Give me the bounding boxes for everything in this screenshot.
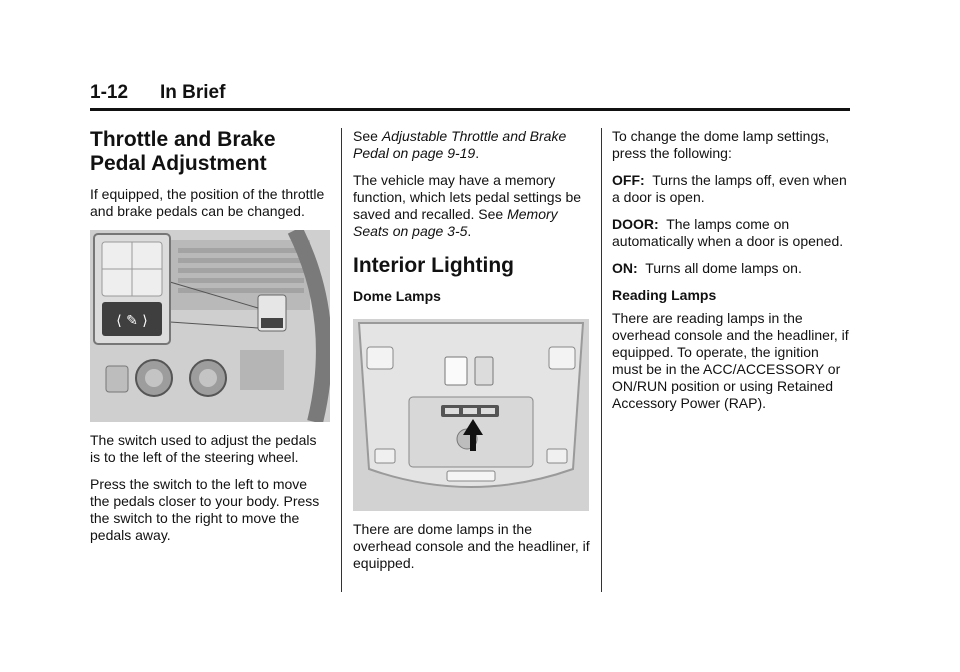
column-2 — [353, 128, 593, 582]
cross-reference-link[interactable]: Adjustable Throttle and Brake Pedal on page 9-19 — [353, 128, 567, 161]
column-divider — [341, 128, 342, 592]
on-setting: ON: Turns all dome lamps on. — [612, 260, 802, 276]
reading-lamps-subheading: Reading Lamps — [612, 287, 717, 303]
pedal-intro: If equipped, the position of the throttle and brake pedals can be changed. — [90, 186, 325, 219]
see-reference-paragraph: See Adjustable Throttle and Brake Pedal on page 9-19. — [353, 128, 567, 161]
cross-reference-link[interactable]: Memory Seats on page 3-5 — [353, 206, 558, 239]
door-label: DOOR: — [612, 216, 659, 232]
page-number: 1-12 — [90, 82, 129, 103]
pedal-switch-photo — [90, 230, 330, 422]
page-header — [90, 80, 850, 110]
svg-text:⟨ ✎ ⟩: ⟨ ✎ ⟩ — [116, 313, 148, 329]
column-1 — [90, 128, 330, 554]
dome-lamp-console-photo — [353, 319, 589, 511]
pedal-switch-location: The switch used to adjust the pedals is to the left of the steering wheel. — [90, 432, 317, 465]
on-label: ON: — [612, 260, 638, 276]
dome-lamps-subheading: Dome Lamps — [353, 288, 441, 304]
reading-lamps-description: There are reading lamps in the overhead console and the headliner, if equipped. To operate, the ignition must be in the ACC/ACCESSORY or ON/RUN position or using Retained Accessory Power (RAP). — [612, 310, 849, 411]
header-rule — [90, 108, 850, 111]
interior-lighting-heading: Interior Lighting — [353, 254, 514, 277]
door-setting: DOOR: The lamps come on automatically when a door is opened. — [612, 216, 844, 249]
section-title: In Brief — [160, 82, 226, 103]
memory-function-paragraph: The vehicle may have a memory function, which lets pedal settings be saved and recalled. See Memory Seats on page 3-5. — [353, 172, 582, 239]
pedal-switch-usage: Press the switch to the left to move the pedals closer to your body. Press the switch to the right to move the pedals away. — [90, 476, 320, 543]
column-3 — [612, 128, 852, 422]
pedal-heading: Throttle and Brake Pedal Adjustment — [90, 128, 276, 175]
column-divider — [601, 128, 602, 592]
off-label: OFF: — [612, 172, 645, 188]
dome-lamps-description: There are dome lamps in the overhead console and the headliner, if equipped. — [353, 521, 590, 571]
off-setting: OFF: Turns the lamps off, even when a door is open. — [612, 172, 847, 205]
dome-settings-intro: To change the dome lamp settings, press the following: — [612, 128, 830, 161]
